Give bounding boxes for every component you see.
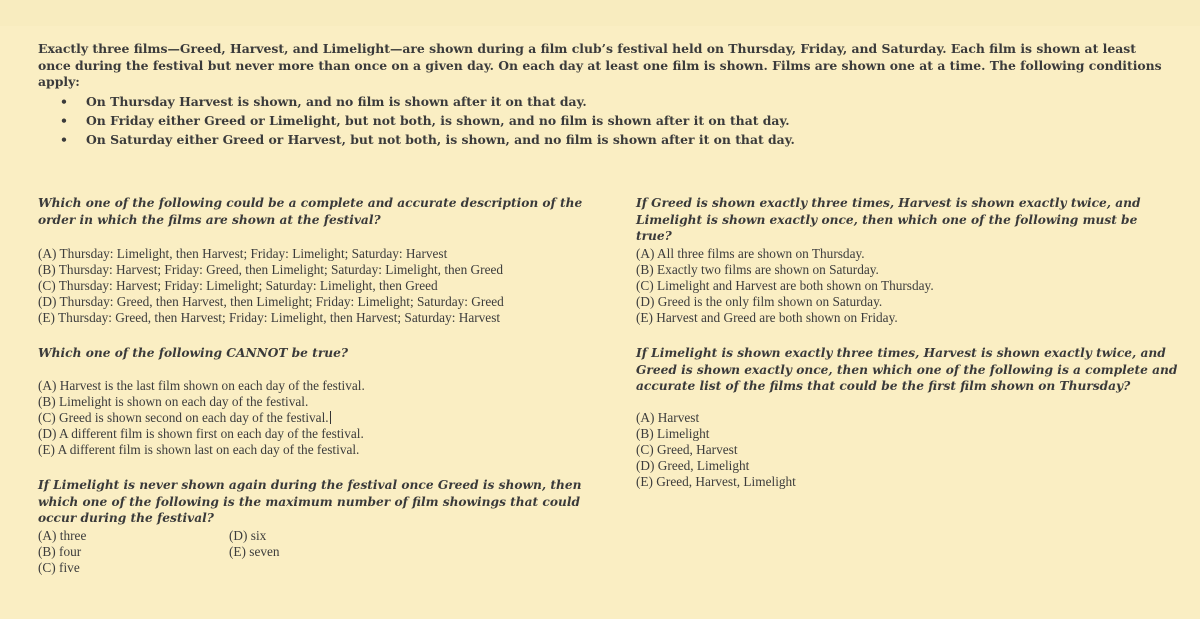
condition-text: On Friday either Greed or Limelight, but not both, is shown, and no film is shown after it on that day. xyxy=(86,113,790,128)
question-5-options xyxy=(636,410,796,490)
option-item: (C) Limelight and Harvest are both shown on Thursday. xyxy=(636,278,934,294)
top-band xyxy=(0,0,1200,26)
question-3-options-right xyxy=(229,528,280,560)
option-item: (A) All three films are shown on Thursday. xyxy=(636,246,865,261)
condition-item xyxy=(60,111,795,130)
option-item: (D) Greed is the only film shown on Saturday. xyxy=(636,294,883,310)
option-item xyxy=(38,410,365,426)
question-2-prompt: Which one of the following CANNOT be true? xyxy=(38,346,348,360)
option-item: (C) Greed, Harvest xyxy=(636,442,738,458)
option-item: (E) Thursday: Greed, then Harvest; Friday: Limelight, then Harvest; Saturday: Harvest xyxy=(38,310,501,326)
option-item: (B) four xyxy=(38,544,82,560)
condition-text: On Thursday Harvest is shown, and no film is shown after it on that day. xyxy=(86,94,587,109)
condition-item xyxy=(60,92,795,111)
option-item: (E) A different film is shown last on each day of the festival. xyxy=(38,442,360,458)
intro-paragraph: Exactly three films—Greed, Harvest, and Limelight—are shown during a film club’s festival held on Thursday, Friday, and Saturday. Each film is shown at least once during the festival but never more than once on a given day. On each day at least one film is shown. Films are shown one at a time. The following conditions apply: xyxy=(38,41,1162,89)
option-item: (C) Thursday: Harvest; Friday: Limelight; Saturday: Limelight, then Greed xyxy=(38,278,438,294)
option-item: (E) Harvest and Greed are both shown on Friday. xyxy=(636,310,898,326)
option-item: (A) Harvest xyxy=(636,410,700,425)
question-4-options xyxy=(636,246,934,326)
option-item: (B) Exactly two films are shown on Saturday. xyxy=(636,262,879,278)
condition-item xyxy=(60,130,795,149)
conditions-list xyxy=(60,92,795,149)
option-item: (A) three xyxy=(38,528,87,543)
question-3-prompt: If Limelight is never shown again during the festival once Greed is shown, then which one of the following is the maximum number of film showings that could occur during the festival? xyxy=(38,478,582,525)
option-item: (D) six xyxy=(229,528,267,543)
option-item: (D) Thursday: Greed, then Harvest, then Limelight; Friday: Limelight; Saturday: Greed xyxy=(38,294,504,310)
option-item: (B) Limelight xyxy=(636,426,710,442)
option-item: (E) seven xyxy=(229,544,280,560)
option-item: (B) Limelight is shown on each day of the festival. xyxy=(38,394,309,410)
option-item: (D) Greed, Limelight xyxy=(636,458,750,474)
question-2-options xyxy=(38,378,365,458)
bullet-icon: • xyxy=(60,94,68,109)
bullet-icon: • xyxy=(60,113,68,128)
option-item: (A) Harvest is the last film shown on each day of the festival. xyxy=(38,378,365,393)
option-text: (C) Greed is shown second on each day of the festival. xyxy=(38,410,329,426)
option-item: (C) five xyxy=(38,560,80,576)
option-item: (A) Thursday: Limelight, then Harvest; Friday: Limelight; Saturday: Harvest xyxy=(38,246,448,261)
condition-text: On Saturday either Greed or Harvest, but not both, is shown, and no film is shown after it on that day. xyxy=(86,132,795,147)
option-item: (D) A different film is shown first on each day of the festival. xyxy=(38,426,364,442)
option-item: (B) Thursday: Harvest; Friday: Greed, then Limelight; Saturday: Limelight, then Greed xyxy=(38,262,504,278)
bullet-icon: • xyxy=(60,132,68,147)
question-1-prompt: Which one of the following could be a complete and accurate description of the order in which the films are shown at the festival? xyxy=(38,196,583,227)
question-4-prompt: If Greed is shown exactly three times, Harvest is shown exactly twice, and Limelight is shown exactly once, then which one of the following must be true? xyxy=(636,196,1141,243)
text-cursor xyxy=(330,411,331,424)
question-3-options-left xyxy=(38,528,86,576)
question-5-prompt: If Limelight is shown exactly three times, Harvest is shown exactly twice, and Greed is shown exactly once, then which one of the following is a complete and accurate list of the films that could be the first film shown on Thursday? xyxy=(636,346,1178,393)
option-item: (E) Greed, Harvest, Limelight xyxy=(636,474,796,490)
question-1-options xyxy=(38,246,504,326)
